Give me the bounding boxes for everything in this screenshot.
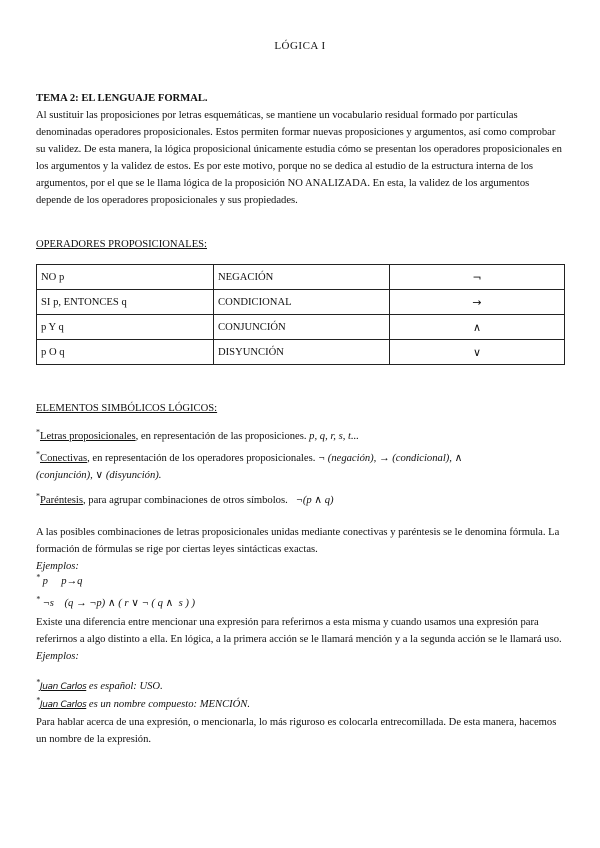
operator-expression: NO p — [37, 265, 214, 290]
operator-expression: p Y q — [37, 315, 214, 340]
formulas-examples-label: Ejemplos: — [36, 561, 79, 572]
operator-symbol: ∧ — [390, 315, 565, 340]
bullet-asterisk: * — [36, 449, 40, 459]
bullet-asterisk: * — [36, 427, 40, 437]
letras-examples: p, q, r, s, t... — [309, 431, 359, 442]
mention-examples-label: Ejemplos: — [36, 651, 79, 662]
parentesis-description: , para agrupar combinaciones de otros símbolos. — [82, 495, 288, 506]
usage-example-2 — [36, 696, 566, 714]
conectivas-examples-2: (conjunción), ∨ (disyunción). — [36, 470, 162, 481]
operators-table — [36, 264, 565, 365]
usage-example-1-rest: es español: USO. — [86, 681, 163, 692]
term-conectivas: Conectivas — [40, 453, 88, 464]
name-juan-carlos: Juan Carlos — [40, 682, 87, 692]
operator-name: CONJUNCIÓN — [214, 315, 390, 340]
mention-text — [36, 614, 566, 665]
term-letras: Letras proposicionales — [40, 431, 136, 442]
operator-symbol: → — [390, 290, 565, 315]
operator-name: NEGACIÓN — [214, 265, 390, 290]
usage-example-1 — [36, 678, 566, 696]
mention-text-body: Existe una diferencia entre mencionar una expresión para referirnos a esta misma y cuando usamos una expresión para referirnos a algo distinto a ella. En lógica, a la primera acción se le llamará mención y a la segunda acción se le llamará uso. — [36, 617, 562, 645]
operator-name: CONDICIONAL — [214, 290, 390, 315]
table-row — [37, 340, 565, 365]
table-row — [37, 265, 565, 290]
formula-example-1 — [36, 573, 82, 590]
element-letras — [36, 428, 566, 445]
usage-examples — [36, 678, 566, 748]
operator-expression: SI p, ENTONCES q — [37, 290, 214, 315]
operators-heading: OPERADORES PROPOSICIONALES: — [36, 239, 208, 250]
letras-description: , en representación de las proposiciones. — [135, 431, 310, 442]
bullet-asterisk: * — [36, 491, 40, 501]
intro-paragraph — [36, 107, 566, 209]
formulas-text: A las posibles combinaciones de letras proposicionales unidas mediante conectivas y paréntesis se le denomina fórmula. La formación de fórmulas se rige por ciertas leyes sintácticas exactas. — [36, 527, 560, 555]
operator-symbol: ¬ — [390, 265, 565, 290]
document-header: LÓGICA I — [274, 40, 326, 52]
formula-example-1-text: p p→q — [42, 576, 83, 587]
intro-text: Al sustituir las proposiciones por letras esquemáticas, se mantiene un vocabulario residual formado por partículas denominadas operadores proposicionales. Estos permiten formar nuevas proposiciones y argumentos, así como comprobar su validez. De esta manera, la lógica proposicional únicamente estudia cómo se presentan los operadores proposicionales en los argumentos y la validez de estos. Es por este motivo, porque no se dedica al estudio de la estructura interna de los argumentos, por el que se le llama lógica de la proposición NO ANALIZADA. En esta, la validez de los argumentos depende de los operadores proposicionales y sus propiedades. — [36, 110, 562, 206]
term-parentesis: Paréntesis — [40, 495, 83, 506]
mention-paragraph — [36, 614, 566, 665]
conectivas-description: , en representación de los operadores proposicionales. — [87, 453, 318, 464]
operator-name: DISYUNCIÓN — [214, 340, 390, 365]
formula-example-2 — [36, 595, 195, 612]
operator-symbol: ∨ — [390, 340, 565, 365]
operator-expression: p O q — [37, 340, 214, 365]
elements-heading: ELEMENTOS SIMBÓLICOS LÓGICOS: — [36, 403, 218, 414]
parentesis-example: ¬(p ∧ q) — [295, 495, 334, 506]
formula-example-2-text: ¬s (q → ¬p) ∧ ( r ∨ ¬ ( q ∧ s ) ) — [42, 598, 196, 609]
closing-text: Para hablar acerca de una expresión, o mencionarla, lo más riguroso es colocarla entrecomillada. De esta manera, hacemos un nombre de la expresión. — [36, 717, 557, 745]
table-row — [37, 290, 565, 315]
bullet-asterisk: * — [36, 695, 40, 705]
name-juan-carlos: Juan Carlos — [40, 700, 87, 710]
bullet-asterisk: * — [36, 594, 40, 604]
formulas-paragraph — [36, 524, 566, 575]
bullet-asterisk: * — [36, 572, 40, 582]
element-parentesis — [36, 492, 566, 509]
usage-example-2-rest: es un nombre compuesto: MENCIÓN. — [86, 699, 251, 710]
conectivas-examples-1: ¬ (negación), → (condicional), ∧ — [318, 453, 463, 464]
bullet-asterisk: * — [36, 677, 40, 687]
table-row — [37, 315, 565, 340]
element-conectivas — [36, 450, 566, 484]
section-title: TEMA 2: EL LENGUAJE FORMAL. — [36, 93, 208, 104]
